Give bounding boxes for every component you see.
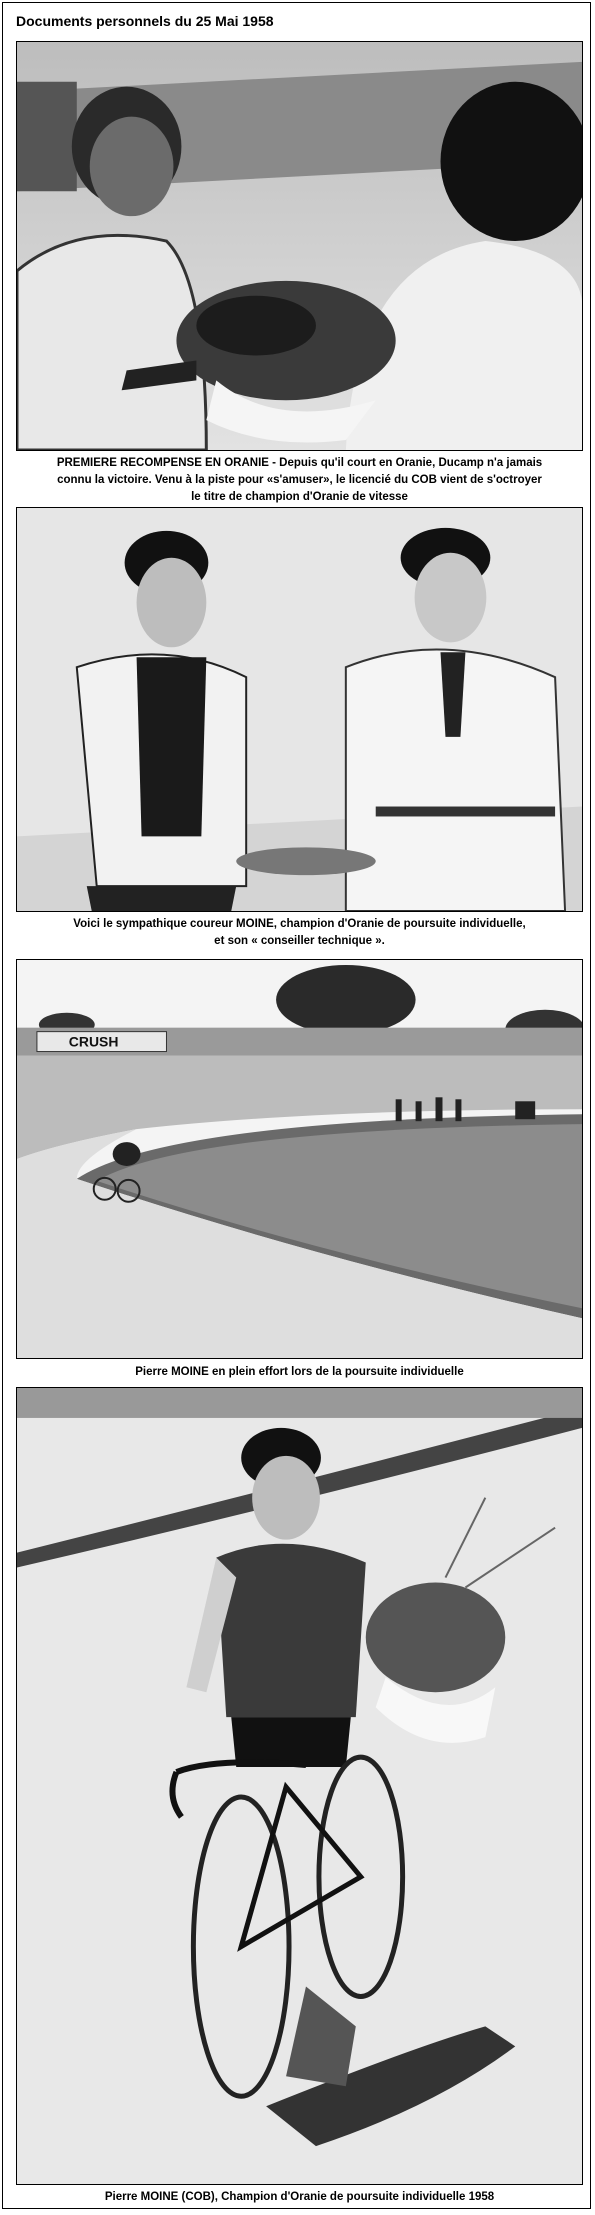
crush-sign-text: CRUSH (68, 1033, 119, 1050)
photo-caption (16, 455, 583, 506)
caption-line: le titre de champion d'Oranie de vitesse (191, 491, 408, 503)
photo-caption (16, 916, 583, 950)
caption-line: PREMIERE RECOMPENSE EN ORANIE - Depuis qu'il court en Oranie, Ducamp n'a jamais (56, 457, 543, 469)
document-page (2, 2, 591, 2209)
page-title: Documents personnels du 25 Mai 1958 (16, 13, 274, 29)
photo-flower-presentation (16, 41, 583, 451)
caption-line: Pierre MOINE en plein effort lors de la poursuite individuelle (135, 1366, 464, 1378)
photo-caption (16, 1364, 583, 1381)
photo-cyclist-champion (16, 1387, 583, 2185)
caption-line: et son « conseiller technique ». (214, 935, 385, 947)
photo-velodrome (16, 959, 583, 1359)
photo-caption (16, 2189, 583, 2206)
photo-two-men (16, 507, 583, 912)
caption-line: Voici le sympathique coureur MOINE, champion d'Oranie de poursuite individuelle, (73, 918, 526, 930)
caption-line: connu la victoire. Venu à la piste pour «s'amuser», le licencié du COB vient de s'octroyer (57, 474, 542, 486)
caption-line: Pierre MOINE (COB), Champion d'Oranie de poursuite individuelle 1958 (104, 2191, 495, 2203)
